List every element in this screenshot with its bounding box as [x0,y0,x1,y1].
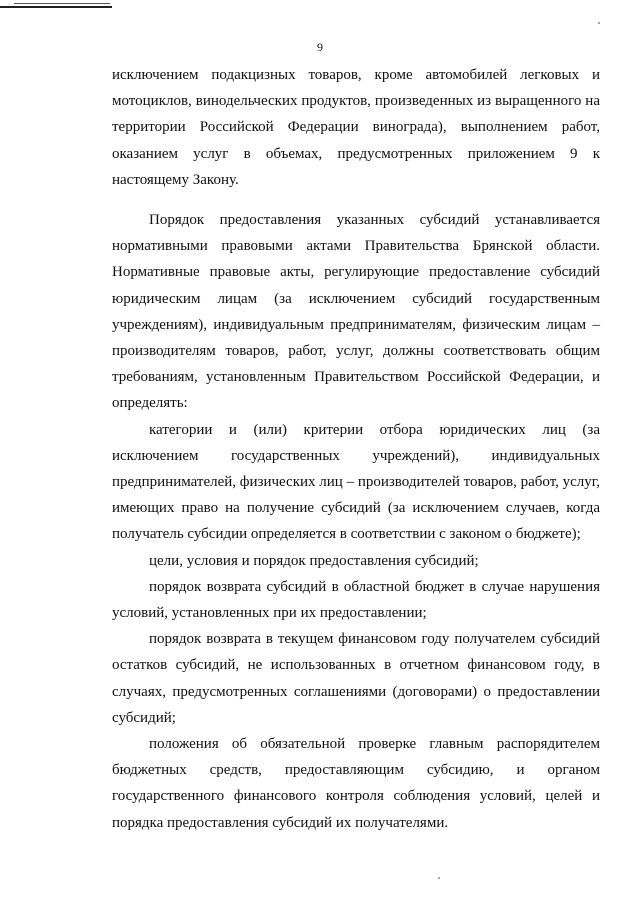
paragraph-selection-criteria: категории и (или) критерии отбора юридических лиц (за исключением государственных учреждений), индивидуальных предпринимателей, физических лиц – производителей товаров, работ, услуг, имеющих право на получение субсидий (за исключением случаев, когда получатель субсидии определяется в соответствии с законом о бюджете); [112,421,600,543]
page-number: 9 [317,40,323,54]
paragraph-continuation: исключением подакцизных товаров, кроме автомобилей легковых и мотоциклов, винодельческих продуктов, произведенных из выращенного на территории Российской Федерации винограда), выполнением работ, оказанием услуг в объемах, предусмотренных приложением 9 к настоящему Закону. [112,67,600,188]
paragraph-subsidy-procedure: Порядок предоставления указанных субсидий устанавливается нормативными правовыми актами Правительства Брянской области. Нормативные правовые акты, регулирующие предоставление субсидий юридическим лицам (за исключением субсидий государственным учреждениям), индивидуальным предпринимателям, физическим лицам – производителям товаров, работ, услуг, должны соответствовать общим требованиям, установленным Правительством Российской Федерации, и определять: [112,212,600,412]
scan-artifact-line [0,6,112,8]
paragraph-mandatory-audit: положения об обязательной проверке главным распорядителем бюджетных средств, предоставляющим субсидию, и органом государственного финансового контроля соблюдения условий, целей и порядка предоставления субсидий их получателями. [112,736,600,831]
paragraph-goals-conditions: цели, условия и порядок предоставления субсидий; [149,552,479,569]
scan-speck [598,22,600,24]
paragraph-return-of-balances: порядок возврата в текущем финансовом году получателем субсидий остатков субсидий, не использованных в отчетном финансовом году, в случаях, предусмотренных соглашениями (договорами) о предоставлении субсидий; [112,631,600,726]
paragraph-return-on-violation: порядок возврата субсидий в областной бюджет в случае нарушения условий, установленных при их предоставлении; [112,578,600,622]
scan-artifact-line [14,3,110,4]
scan-speck [438,877,440,879]
document-body [112,62,600,836]
